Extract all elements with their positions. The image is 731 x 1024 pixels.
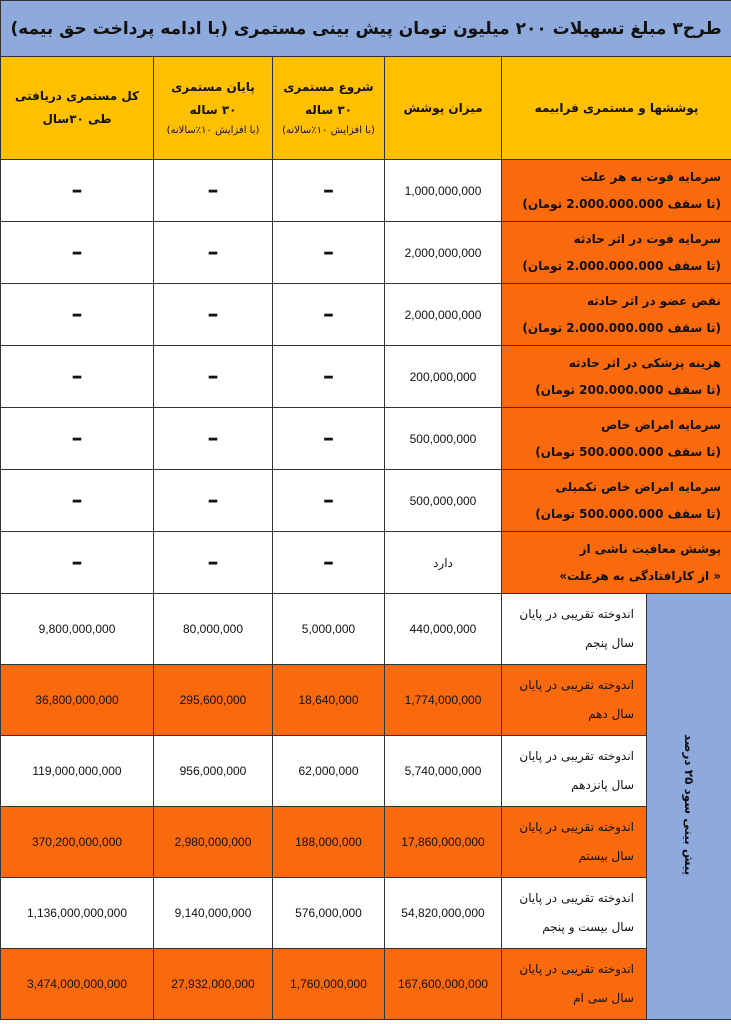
savings-row (1, 594, 731, 665)
savings-amount-cell: 167,600,000,000 (385, 949, 502, 1020)
savings-label-line2: سال بیست و پنجم (542, 920, 634, 934)
coverage-amount-cell: دارد (385, 532, 502, 594)
coverage-row (1, 284, 731, 346)
total-pension-cell: – (1, 222, 154, 284)
table-title: طرح۳ مبلغ تسهیلات ۲۰۰ میلیون تومان پیش بینی مستمری (با ادامه پرداخت حق بیمه) (1, 1, 731, 57)
coverage-row (1, 222, 731, 284)
savings-row (1, 736, 731, 807)
header-coverage-name: پوششها و مستمری فرابیمه (502, 57, 731, 160)
header-start-line2: ۳۰ ساله (305, 102, 352, 117)
header-start-pension (273, 57, 385, 160)
end-pension-cell: 2,980,000,000 (154, 807, 273, 878)
savings-amount-cell: 1,774,000,000 (385, 665, 502, 736)
savings-amount-cell: 54,820,000,000 (385, 878, 502, 949)
profit-forecast-label: پیش بینی سود ۲۵ درصد (682, 733, 697, 876)
coverage-cap: (تا سقف 200.000.000 تومان) (535, 382, 722, 397)
end-pension-cell: 80,000,000 (154, 594, 273, 665)
coverage-cap: (تا سقف 2.000.000.000 تومان) (522, 196, 722, 211)
coverage-amount-cell: 500,000,000 (385, 408, 502, 470)
total-pension-cell: – (1, 470, 154, 532)
end-pension-cell: 956,000,000 (154, 736, 273, 807)
total-pension-cell: 36,800,000,000 (1, 665, 154, 736)
total-pension-cell: 370,200,000,000 (1, 807, 154, 878)
start-pension-cell: – (273, 408, 385, 470)
coverage-cap: (تا سقف 2.000.000.000 تومان) (522, 320, 722, 335)
end-pension-cell: – (154, 222, 273, 284)
header-end-line2: ۳۰ ساله (189, 102, 237, 117)
coverage-cap: (تا سقف 500.000.000 تومان) (535, 506, 722, 521)
coverage-row (1, 160, 731, 222)
end-pension-cell: – (154, 284, 273, 346)
coverage-name-cell (502, 284, 731, 346)
savings-label-line2: سال سی ام (573, 991, 634, 1005)
coverage-cap: (تا سقف 2.000.000.000 تومان) (522, 258, 722, 273)
end-pension-cell: – (154, 470, 273, 532)
coverage-name-cell (502, 346, 731, 408)
savings-label-line2: سال دهم (588, 707, 634, 721)
coverage-cap: « از کارافتادگی به هرعلت» (559, 568, 722, 583)
coverage-name: نقص عضو در اثر حادثه (587, 294, 722, 309)
savings-label-line1: اندوخته تقریبی در پایان (519, 678, 634, 693)
savings-amount-cell: 440,000,000 (385, 594, 502, 665)
start-pension-cell: – (273, 346, 385, 408)
savings-label-cell (502, 949, 647, 1020)
coverage-name: سرمایه امراض خاص تکمیلی (555, 480, 722, 495)
start-pension-cell: – (273, 470, 385, 532)
coverage-name: سرمایه امراض خاص (601, 418, 722, 433)
savings-label-cell (502, 736, 647, 807)
coverage-name-cell (502, 160, 731, 222)
total-pension-cell: – (1, 408, 154, 470)
coverage-amount-cell: 500,000,000 (385, 470, 502, 532)
total-pension-cell: 1,136,000,000,000 (1, 878, 154, 949)
end-pension-cell: 295,600,000 (154, 665, 273, 736)
savings-label-cell (502, 878, 647, 949)
coverage-name: سرمایه فوت در اثر حادثه (573, 232, 722, 247)
total-pension-cell: 9,800,000,000 (1, 594, 154, 665)
start-pension-cell: 188,000,000 (273, 807, 385, 878)
coverage-amount-cell: 2,000,000,000 (385, 284, 502, 346)
savings-amount-cell: 17,860,000,000 (385, 807, 502, 878)
header-total-pension (1, 57, 154, 160)
total-pension-cell: – (1, 160, 154, 222)
savings-row (1, 807, 731, 878)
savings-label-line2: سال بیستم (578, 849, 634, 863)
total-pension-cell: 119,000,000,000 (1, 736, 154, 807)
coverage-row (1, 408, 731, 470)
header-total-line1: کل مستمری دریافتی (14, 89, 140, 104)
start-pension-cell: 1,760,000,000 (273, 949, 385, 1020)
header-start-line1: شروع مستمری (283, 79, 374, 94)
header-end-line1: پایان مستمری (171, 79, 255, 94)
coverage-row (1, 532, 731, 594)
profit-forecast-side-cell (647, 594, 731, 1020)
header-coverage-amount: میزان پوشش (385, 57, 502, 160)
start-pension-cell: – (273, 160, 385, 222)
coverage-amount-cell: 2,000,000,000 (385, 222, 502, 284)
savings-label-line2: سال پانزدهم (571, 778, 634, 792)
start-pension-cell: 576,000,000 (273, 878, 385, 949)
savings-amount-cell: 5,740,000,000 (385, 736, 502, 807)
coverage-row (1, 470, 731, 532)
savings-label-line1: اندوخته تقریبی در پایان (519, 962, 634, 977)
end-pension-cell: 9,140,000,000 (154, 878, 273, 949)
coverage-name: سرمایه فوت به هر علت (580, 170, 722, 185)
coverage-row (1, 346, 731, 408)
coverage-name-cell (502, 408, 731, 470)
savings-label-line2: سال پنجم (585, 636, 634, 650)
savings-label-cell (502, 807, 647, 878)
end-pension-cell: – (154, 532, 273, 594)
end-pension-cell: – (154, 160, 273, 222)
savings-label-cell (502, 665, 647, 736)
coverage-cap: (تا سقف 500.000.000 تومان) (535, 444, 722, 459)
header-total-line2: طی ۳۰سال (42, 112, 112, 126)
total-pension-cell: – (1, 284, 154, 346)
coverage-amount-cell: 1,000,000,000 (385, 160, 502, 222)
header-end-pension (154, 57, 273, 160)
savings-label-line1: اندوخته تقریبی در پایان (519, 749, 634, 764)
coverage-name-cell (502, 532, 731, 594)
end-pension-cell: – (154, 408, 273, 470)
end-pension-cell: – (154, 346, 273, 408)
header-end-note: (با افزایش ۱۰٪سالانه) (166, 125, 260, 137)
savings-label-line1: اندوخته تقریبی در پایان (519, 891, 634, 906)
savings-label-line1: اندوخته تقریبی در پایان (519, 607, 634, 622)
start-pension-cell: – (273, 284, 385, 346)
savings-row (1, 665, 731, 736)
savings-row (1, 949, 731, 1020)
total-pension-cell: 3,474,000,000,000 (1, 949, 154, 1020)
coverage-name-cell (502, 470, 731, 532)
coverage-name: هزینه پزشکی در اثر حادثه (568, 356, 722, 371)
coverage-amount-cell: 200,000,000 (385, 346, 502, 408)
savings-label-line1: اندوخته تقریبی در پایان (519, 820, 634, 835)
savings-row (1, 878, 731, 949)
coverage-name-cell (502, 222, 731, 284)
start-pension-cell: 18,640,000 (273, 665, 385, 736)
start-pension-cell: – (273, 222, 385, 284)
start-pension-cell: – (273, 532, 385, 594)
total-pension-cell: – (1, 346, 154, 408)
savings-label-cell (502, 594, 647, 665)
total-pension-cell: – (1, 532, 154, 594)
header-start-note: (با افزایش ۱۰٪سالانه) (282, 125, 375, 137)
end-pension-cell: 27,932,000,000 (154, 949, 273, 1020)
coverage-name: پوشش معافیت ناشی از (579, 542, 722, 557)
start-pension-cell: 5,000,000 (273, 594, 385, 665)
start-pension-cell: 62,000,000 (273, 736, 385, 807)
